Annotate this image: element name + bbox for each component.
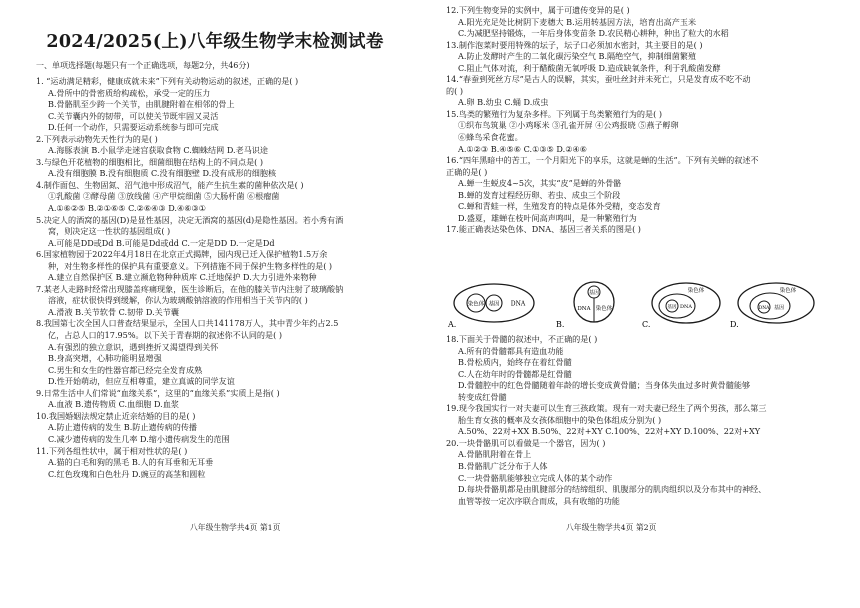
option-line: A.有强烈的独立意识，遇到挫折又渴望得到关怀 <box>48 341 219 352</box>
option-line: C.为减肥坚持锻炼，一年后身体变苗条 D.农民精心耕种，种出了粒大的水稻 <box>458 28 729 39</box>
diagram-a <box>447 284 534 329</box>
exam-page-right <box>430 0 860 608</box>
option-line: ⑥蜂鸟采食花蜜。 <box>458 132 523 143</box>
option-line: D.任何一个动作，只需要运动系统参与即可完成 <box>48 122 219 133</box>
question-line: 4.制作面包、生物固氮、沼气池中形成沼气，能产生抗生素的菌种依次是( ) <box>36 179 304 190</box>
option-line: 种，对生物多样性的保护具有重要意义。下列措施不同于保护生物多样性的是( ) <box>48 260 333 271</box>
diagram-b-label-left: DNA <box>577 306 591 312</box>
section-heading: 一、单项选择题(每题只有一个正确选项，每题2分，共46分) <box>36 61 250 70</box>
option-line: A.50%、22对+XX B.50%、22对+XY C.100%、22对+XY D.100%、22对+XY <box>458 426 761 437</box>
diagram-d-label-outer: 染色体 <box>779 288 797 294</box>
option-line: D.每块骨骼肌都是由肌腱部分的结缔组织、肌腹部分的肌肉组织以及分布其中的神经、 <box>458 484 767 495</box>
question-list-right-top <box>446 5 824 236</box>
option-line: A.海豚表演 B.小鼠学走迷宫获取食物 C.蜘蛛结网 D.老马识途 <box>48 145 268 156</box>
question-line: 的( ) <box>446 85 463 96</box>
option-line: C.关节囊内外的韧带，可以使关节既牢固又灵活 <box>48 110 219 121</box>
question-line: 15.鸟类的繁殖行为复杂多样。下列属于鸟类繁殖行为的是( ) <box>446 108 663 119</box>
option-line: B.身高突增，心肺功能明显增强 <box>48 353 162 364</box>
option-line: D.骨髓腔中的红色骨髓随着年龄的增长变成黄骨髓；当身体失血过多时黄骨髓能够 <box>458 380 751 391</box>
question-line: 2.下列表示动物先天性行为的是( ) <box>36 133 158 144</box>
question-line: 13.制作泡菜时要用特殊的坛子，坛子口必须加水密封，其主要目的是( ) <box>446 39 703 50</box>
option-line: A.可能是DD或Dd B.可能是Dd或dd C.一定是DD D.一定是Dd <box>48 237 275 248</box>
option-line: B.骨骼肌至少跨一个关节，由肌腱附着在相邻的骨上 <box>48 99 235 110</box>
option-line: A.骨所中的骨密质给构疏松，承受一定的压力 <box>48 87 211 98</box>
diagram-d-label-mid: 基因 <box>773 305 785 311</box>
diagram-b-label-top: 基因 <box>588 290 600 296</box>
option-line: A.骨骼肌附着在骨上 <box>458 449 532 460</box>
diagram-a-label-inner2: 基因 <box>488 301 500 308</box>
option-line: C.红色玫瑰和白色牡丹 D.豌豆的高茎和圆粒 <box>48 468 206 479</box>
question-line: 16.“四年黑暗中的苦工，一个月阳光下的享乐，这就是蝉的生活”。下列有关蝉的叙述不 <box>446 155 759 166</box>
question-line: 6.国家植物园于2022年4月18日在北京正式揭牌，园内现已迁入保护植物1.5万余 <box>36 249 328 260</box>
diagram-a-letter: A. <box>448 320 457 329</box>
question-line: 19.现今我国实行一对夫妻可以生育三孩政策。现有一对夫妻已经生了两个男孩，那么第三 <box>446 403 767 414</box>
question-list-right-bottom <box>446 334 824 507</box>
option-line: 胎生育女孩的概率及女孩体细胞中的染色体组成分别为( ) <box>458 414 662 425</box>
question-line: 20.一块骨骼肌可以看做是一个器官，因为( ) <box>446 437 606 448</box>
diagram-a-label-inner1: 染色体 <box>467 301 485 308</box>
option-line: A.猫的白毛和狗的黑毛 B.人的有耳垂和无耳垂 <box>48 457 214 468</box>
option-line: 溶液，症状很快得到缓解，你认为玻璃酸钠溶液的作用相当于关节内的( ) <box>48 295 308 306</box>
page-footer-left: 八年级生物学共4页 第1页 <box>190 523 281 532</box>
option-line: A.防止遗传病的发生 B.防止遗传病的传播 <box>48 422 198 433</box>
diagram-b-label-right: 染色体 <box>595 306 613 312</box>
question-line: 3.与绿色开花植物的细胞相比，细菌细胞在结构上的不同点是( ) <box>36 156 264 167</box>
option-line: A.卵 B.幼虫 C.蛹 D.成虫 <box>458 97 549 108</box>
diagram-b-letter: B. <box>556 320 565 329</box>
question-line: 1. “运动满足精彩，健康成就未来”下列有关动物运动的叙述，正确的是( ) <box>36 76 299 86</box>
question-list-left <box>36 76 412 480</box>
option-line: A.所有的骨髓都具有造血功能 <box>458 345 564 356</box>
question-line: 14.“春蚕到死丝方尽”是古人的误解，其实，蚕吐丝封并未死亡，只是发育成不吃不动 <box>446 74 751 85</box>
option-line: A.防止发酵时产生的二氧化碳污染空气 B.隔绝空气，抑制细菌繁殖 <box>458 51 697 62</box>
option-line: A.滑液 B.关节软骨 C.韧带 D.关节囊 <box>48 306 179 317</box>
option-line: A.建立自然保护区 B.建立濒危物种种质库 C.迁地保护 D.大力引进外来物种 <box>48 272 317 283</box>
diagram-d-outer-ellipse <box>738 283 814 323</box>
question-line: 11.下列各组性状中，属于相对性状的是( ) <box>36 445 188 456</box>
option-line: A.血液 B.遗传物质 C.血细胞 D.血浆 <box>48 399 179 410</box>
diagram-d <box>730 283 814 329</box>
option-line: ①织布鸟筑巢 ②小鸡啄米 ③孔雀开屏 ④公鸡报晓 ⑤燕子孵卵 <box>458 120 679 131</box>
diagram-d-letter: D. <box>730 320 739 329</box>
option-line: 亿，占总人口的17.95%。以下关于青春期的叙述你不认同的是( ) <box>48 330 283 341</box>
option-line: A.蝉一生蜕皮4~5次，其实“皮”是蝉的外骨骼 <box>458 178 622 189</box>
option-line: D.盛夏，雄蝉在枝叶间高声鸣叫，是一种繁殖行为 <box>458 212 637 223</box>
option-line: C.人在幼年时的骨髓都是红骨髓 <box>458 368 572 379</box>
diagram-c-label-outer: 染色体 <box>687 288 705 294</box>
option-line: A.没有细胞膜 B.没有细胞质 C.没有细胞壁 D.没有成形的细胞核 <box>48 168 277 179</box>
diagram-b <box>556 282 614 329</box>
question-line: 8.我国第七次全国人口普查结果显示，全国人口共141178万人，其中青少年约占2.5 <box>36 318 339 329</box>
option-line: A.①⑥②⑤ B.②①⑥⑤ C.②⑥④③ D.④⑥③① <box>48 203 207 214</box>
diagram-c-label-mid: DNA <box>680 304 692 310</box>
option-line: A.阳光充足处比树阴下麦穗大 B.运用转基因方法，培育出高产玉米 <box>458 16 697 27</box>
option-line: D.性开始萌动，但应互相尊重，建立真诚的同学友谊 <box>48 376 235 387</box>
option-line: 转变成红骨髓 <box>458 391 507 402</box>
diagram-c <box>642 283 720 329</box>
question-line: 12.下列生物变异的实例中，属于可遗传变异的是( ) <box>446 5 630 15</box>
option-line: 窝，则决定这一性状的基因组成( ) <box>48 226 171 237</box>
diagram-d-label-inner: DNA <box>758 306 770 311</box>
option-line: ①乳酸菌 ②酵母菌 ③放线菌 ④产甲烷细菌 ⑤大肠杆菌 ⑥根瘤菌 <box>48 191 280 202</box>
option-line: C.蝉和青蛙一样，生殖发育的特点是体外受精，变态发育 <box>458 201 661 212</box>
question-line: 10.我国婚姻法规定禁止近亲结婚的目的是( ) <box>36 410 196 421</box>
question-line: 9.日常生活中人们常说“血缘关系”，这里的“血缘关系”实质上是指( ) <box>36 387 280 398</box>
question-line: 17.能正确表达染色体、DNA、基因三者关系的图是( ) <box>446 224 641 235</box>
option-line: B.蝉的发育过程经历卵、若虫、成虫三个阶段 <box>458 189 621 200</box>
question-line: 正确的是( ) <box>446 166 488 177</box>
dna-gene-chromosome-diagrams <box>446 281 826 331</box>
diagram-c-label-inner: 基因 <box>667 305 677 310</box>
option-line: A.①②③ B.④⑤⑥ C.①③⑤ D.②④⑥ <box>458 143 587 154</box>
option-line: C.阻止气体对流，利于醋酸菌无氧呼吸 D.造成缺氧条件，利于乳酸菌发酵 <box>458 62 721 73</box>
diagram-a-label-outer: DNA <box>510 300 526 308</box>
option-line: C.一块骨骼肌能够独立完成人体的某个动作 <box>458 472 613 483</box>
option-line: C.男生和女生的性器官都已经完全发育成熟 <box>48 364 203 375</box>
diagram-c-letter: C. <box>642 320 651 329</box>
question-line: 5.决定人的酒窝的基因(D)是显性基因，决定无酒窝的基因(d)是隐性基因。若小秀有酒 <box>36 214 344 225</box>
option-line: B.骨骼肌广泛分布于人体 <box>458 461 548 472</box>
option-line: 血管等按一定次序联合而成，具有收缩的功能 <box>458 495 620 506</box>
option-line: B.骨松质内，始终存在着红骨髓 <box>458 357 572 368</box>
question-line: 7.某老人走路时经常出现膝盖疼痛现象，医生诊断后，在他的膝关节内注射了玻璃酸钠 <box>36 283 344 294</box>
option-line: C.减少遗传病的发生几率 D.缩小遗传病发生的范围 <box>48 433 230 444</box>
exam-title: 2024/2025(上)八年级生物学末检测试卷 <box>46 32 384 52</box>
page-footer-right: 八年级生物学共4页 第2页 <box>566 523 657 532</box>
question-line: 18.下面关于骨髓的叙述中，不正确的是( ) <box>446 334 598 344</box>
